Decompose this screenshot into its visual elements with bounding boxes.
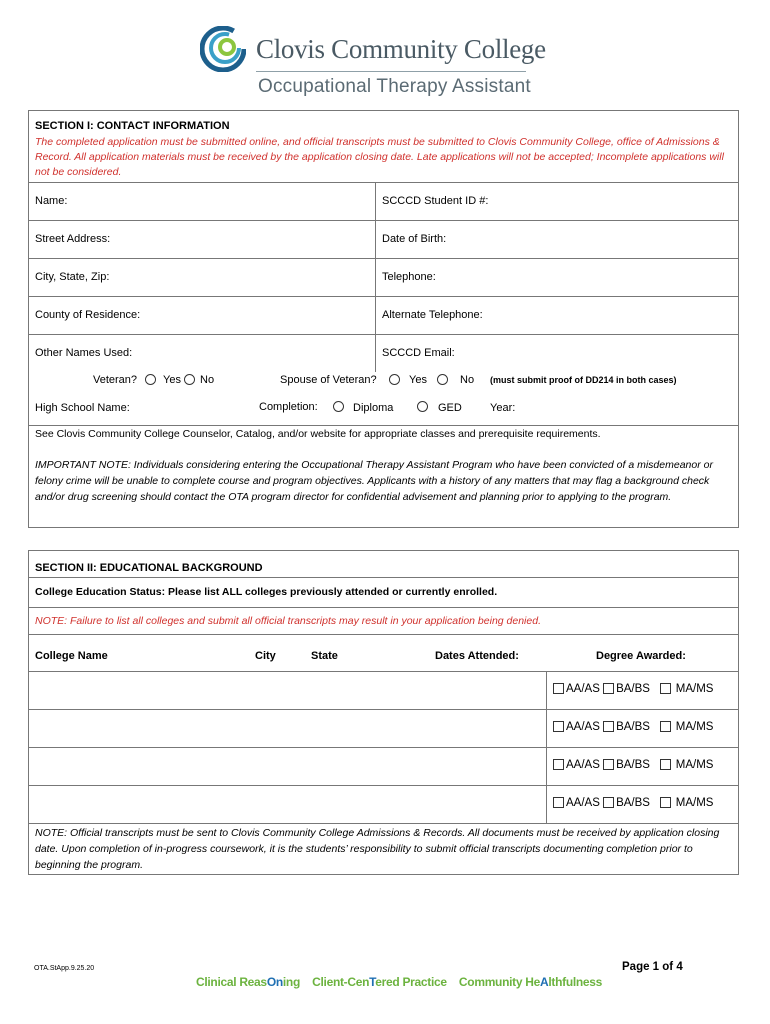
spouse-yes-radio[interactable]	[389, 374, 400, 385]
ma-ms-checkbox[interactable]	[660, 721, 671, 732]
ma-ms-label: MA/MS	[675, 797, 714, 809]
ba-bs-checkbox[interactable]	[603, 759, 614, 770]
spouse-veteran-label: Spouse of Veteran?	[280, 374, 377, 386]
aa-as-label: AA/AS	[566, 797, 600, 809]
spouse-no-radio[interactable]	[437, 374, 448, 385]
education-status-label: College Education Status: Please list ALL colleges previously attended or currently enrolled.	[35, 586, 498, 598]
aa-as-label: AA/AS	[566, 721, 600, 733]
aa-as-label: AA/AS	[566, 759, 600, 771]
other-names-field[interactable]: Other Names Used:	[35, 347, 133, 359]
column-divider	[546, 671, 547, 823]
col-college-name: College Name	[35, 650, 108, 662]
ma-ms-checkbox[interactable]	[660, 797, 671, 808]
official-transcripts-note: NOTE: Official transcripts must be sent to Clovis Community College Admissions & Records. All documents must be received by application closing date. Upon completion of in-progress coursework, it is the students’ responsibility to submit official transcripts documenting completion prior to beginning the program.	[35, 827, 720, 871]
motto-highlight: On	[266, 975, 283, 989]
aa-as-checkbox[interactable]	[553, 683, 564, 694]
college-row-1-input[interactable]	[29, 672, 545, 708]
motto-part: Community He	[458, 975, 540, 989]
aa-as-checkbox[interactable]	[553, 759, 564, 770]
motto-part: lthfulness	[548, 975, 603, 989]
email-field[interactable]: SCCCD Email:	[382, 347, 455, 359]
college-row-2-input[interactable]	[29, 710, 545, 746]
veteran-yes-radio[interactable]	[145, 374, 156, 385]
ged-label: GED	[438, 402, 462, 414]
ba-bs-label: BA/BS	[616, 721, 650, 733]
college-logo-icon	[200, 26, 246, 72]
ged-radio[interactable]	[417, 401, 428, 412]
spouse-no-label: No	[460, 374, 475, 386]
year-field[interactable]: Year:	[490, 402, 516, 414]
degree-options-row-4	[553, 797, 713, 809]
telephone-field[interactable]: Telephone:	[382, 271, 436, 283]
high-school-field[interactable]: High School Name:	[35, 402, 130, 414]
divider	[28, 577, 739, 578]
aa-as-checkbox[interactable]	[553, 797, 564, 808]
college-row-3-input[interactable]	[29, 748, 545, 784]
transcript-warning: NOTE: Failure to list all colleges and submit all official transcripts may result in your application being denied.	[35, 615, 541, 627]
program-name: Occupational Therapy Assistant	[258, 76, 531, 97]
motto-highlight: A	[540, 975, 549, 989]
veteran-label: Veteran?	[93, 374, 138, 386]
date-of-birth-field[interactable]: Date of Birth:	[382, 233, 447, 245]
degree-options-row-3	[553, 759, 713, 771]
ba-bs-label: BA/BS	[616, 797, 650, 809]
motto-part: ered Practice	[375, 975, 447, 989]
ba-bs-checkbox[interactable]	[603, 683, 614, 694]
veteran-no-label: No	[200, 374, 215, 386]
diploma-label: Diploma	[353, 402, 394, 414]
street-address-field[interactable]: Street Address:	[35, 233, 111, 245]
city-state-zip-field[interactable]: City, State, Zip:	[35, 271, 110, 283]
page-number: Page 1 of 4	[622, 961, 683, 973]
college-name: Clovis Community College	[256, 34, 546, 64]
divider	[28, 634, 739, 635]
ma-ms-label: MA/MS	[675, 683, 714, 695]
ba-bs-label: BA/BS	[616, 759, 650, 771]
counselor-note: See Clovis Community College Counselor, Catalog, and/or website for appropriate classes and prerequisite requirements.	[35, 428, 601, 440]
veteran-yes-label: Yes	[163, 374, 181, 386]
aa-as-checkbox[interactable]	[553, 721, 564, 732]
veteran-no-radio[interactable]	[184, 374, 195, 385]
form-code: OTA.StApp.9.25.20	[34, 965, 95, 972]
county-field[interactable]: County of Residence:	[35, 309, 141, 321]
ma-ms-checkbox[interactable]	[660, 683, 671, 694]
ma-ms-label: MA/MS	[675, 759, 714, 771]
divider	[28, 607, 739, 608]
important-note: IMPORTANT NOTE: Individuals considering entering the Occupational Therapy Assistant Program who have been convicted of a misdemeanor or felony crime will be unable to complete course and program objectives. Applicants with a history of any matters that may flag a background check and/or drug screening should contact the OTA program director for confidential advisement and planning prior to applying to the program.	[35, 459, 713, 503]
ba-bs-label: BA/BS	[616, 683, 650, 695]
col-dates-attended: Dates Attended:	[435, 650, 519, 662]
motto-part: ing	[282, 975, 300, 989]
col-degree-awarded: Degree Awarded:	[596, 650, 686, 662]
ba-bs-checkbox[interactable]	[603, 797, 614, 808]
name-field[interactable]: Name:	[35, 195, 68, 207]
divider	[28, 334, 739, 335]
diploma-radio[interactable]	[333, 401, 344, 412]
divider	[28, 823, 739, 824]
degree-options-row-2	[553, 721, 713, 733]
col-state: State	[311, 650, 338, 662]
divider	[28, 296, 739, 297]
section-1-title: SECTION I: CONTACT INFORMATION	[35, 120, 230, 132]
degree-options-row-1	[553, 683, 713, 695]
aa-as-label: AA/AS	[566, 683, 600, 695]
dd214-note: (must submit proof of DD214 in both cases)	[490, 375, 677, 385]
footer-motto	[196, 975, 602, 989]
col-city: City	[255, 650, 276, 662]
alt-telephone-field[interactable]: Alternate Telephone:	[382, 309, 483, 321]
divider	[28, 425, 739, 426]
completion-label: Completion:	[259, 401, 318, 413]
divider	[28, 258, 739, 259]
divider	[28, 182, 739, 183]
spouse-yes-label: Yes	[409, 374, 427, 386]
ba-bs-checkbox[interactable]	[603, 721, 614, 732]
ma-ms-checkbox[interactable]	[660, 759, 671, 770]
submission-notice: The completed application must be submitted online, and official transcripts must be submitted to Clovis Community College, office of Admissions & Record. All application materials must be received by the application closing date. Late applications will not be accepted; Incomplete applications will not be considered.	[35, 136, 724, 178]
motto-highlight: T	[369, 975, 376, 989]
student-id-field[interactable]: SCCCD Student ID #:	[382, 195, 489, 207]
motto-part: Clinical Reas	[196, 975, 267, 989]
logo-divider	[256, 71, 526, 72]
ma-ms-label: MA/MS	[675, 721, 714, 733]
column-divider	[375, 182, 376, 372]
divider	[28, 220, 739, 221]
college-row-4-input[interactable]	[29, 786, 545, 822]
section-2-title: SECTION II: EDUCATIONAL BACKGROUND	[35, 562, 263, 574]
motto-part: Client-Cen	[312, 975, 370, 989]
